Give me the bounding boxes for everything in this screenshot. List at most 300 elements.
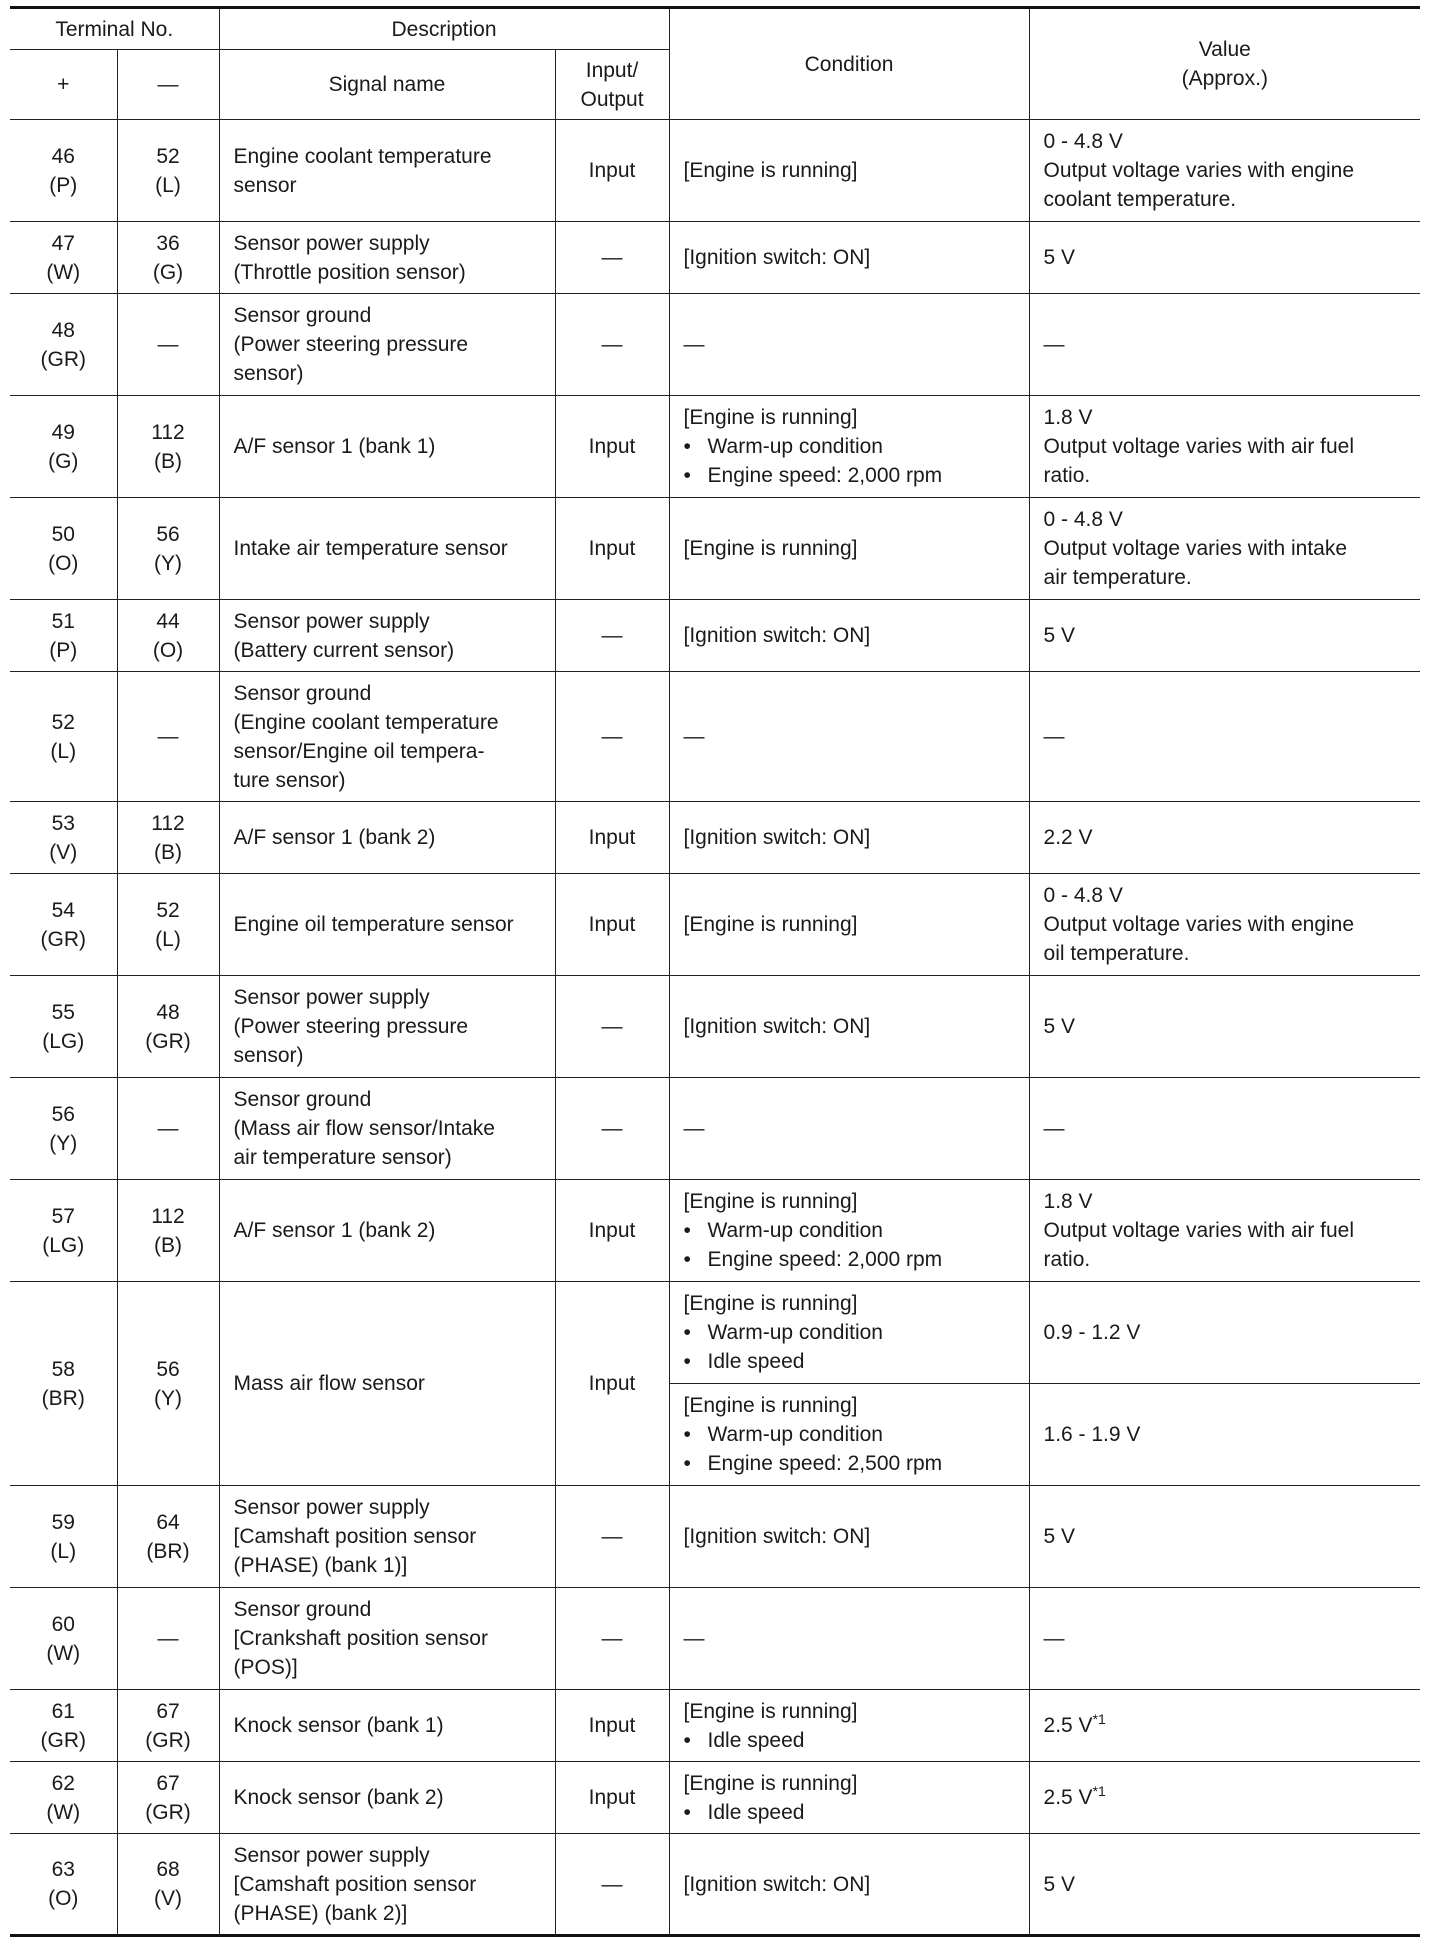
terminal-minus (117, 1762, 219, 1834)
condition-line: [Engine is running] (683, 1190, 858, 1213)
condition-cell (669, 1588, 1029, 1690)
table-row (10, 1486, 1420, 1588)
terminal-plus (10, 294, 117, 396)
header-signal-name: Signal name (219, 50, 555, 120)
terminal-plus-wire-color: (LG) (42, 1029, 85, 1053)
table-row (10, 1690, 1420, 1762)
signal-name-cell (219, 874, 555, 976)
table-row (10, 874, 1420, 976)
io-cell: — (555, 600, 669, 672)
condition-line: [Engine is running] (683, 1771, 858, 1795)
condition-cell (669, 600, 1029, 672)
value-line: 0 - 4.8 V (1043, 884, 1123, 907)
value-line: — (1043, 333, 1065, 356)
terminal-plus-number: 57 (51, 1204, 75, 1228)
value-cell (1029, 1282, 1420, 1384)
terminal-plus-number: 51 (51, 609, 75, 633)
condition-cell (669, 672, 1029, 802)
terminal-plus-number: 52 (51, 710, 75, 734)
terminal-minus-number: — (157, 725, 179, 748)
terminal-minus-number: — (157, 333, 179, 356)
terminal-minus (117, 600, 219, 672)
value-line: 1.8 V (1043, 406, 1093, 429)
terminal-minus-number: 68 (156, 1858, 180, 1881)
condition-line: [Ignition switch: ON] (683, 246, 871, 269)
signal-name-cell-line: Sensor power supply (233, 986, 430, 1009)
terminal-minus (117, 1486, 219, 1588)
terminal-plus-wire-color: (GR) (40, 347, 86, 371)
terminal-plus (10, 672, 117, 802)
terminal-minus-number: 112 (151, 1204, 185, 1228)
signal-name-cell-line: Sensor ground (233, 1088, 372, 1111)
condition-line: [Engine is running] (683, 1699, 858, 1723)
terminal-plus-wire-color: (W) (46, 1800, 81, 1824)
terminal-plus-wire-color: (G) (48, 449, 79, 473)
io-cell: Input (555, 1762, 669, 1834)
value-line: — (1043, 1117, 1065, 1140)
terminal-minus-wire-color: (B) (154, 840, 182, 864)
condition-cell (669, 498, 1029, 600)
terminal-plus-number: 53 (51, 811, 75, 835)
value-cell (1029, 600, 1420, 672)
condition-bullet: • Engine speed: 2,000 rpm (684, 461, 1015, 490)
terminal-minus (117, 396, 219, 498)
io-cell: — (555, 222, 669, 294)
terminal-minus-wire-color: (GR) (145, 1800, 191, 1824)
table-row (10, 1762, 1420, 1834)
value-cell (1029, 396, 1420, 498)
condition-cell (669, 222, 1029, 294)
condition-line: [Ignition switch: ON] (683, 1015, 871, 1038)
value-line: 2.2 V (1043, 826, 1093, 849)
value-line: 1.6 - 1.9 V (1043, 1423, 1141, 1446)
terminal-minus-wire-color: (G) (152, 260, 184, 284)
terminal-minus (117, 294, 219, 396)
io-cell: Input (555, 1690, 669, 1762)
signal-name-cell-line: Intake air temperature sensor (233, 537, 508, 560)
signal-name-cell-line: [Camshaft position sensor (233, 1872, 477, 1896)
terminal-minus (117, 1282, 219, 1486)
value-line: 0 - 4.8 V (1043, 130, 1123, 153)
condition-cell (669, 1282, 1029, 1384)
value-line: Output voltage varies with engine (1043, 913, 1355, 936)
terminal-plus-number: 62 (51, 1771, 75, 1795)
signal-name-cell (219, 600, 555, 672)
value-line: Output voltage varies with air fuel (1043, 435, 1355, 458)
terminal-minus-number: — (157, 1117, 179, 1140)
table-row (10, 396, 1420, 498)
table-row (10, 120, 1420, 222)
signal-name-cell-line: ture sensor) (233, 768, 346, 792)
terminal-minus (117, 1834, 219, 1936)
terminal-minus-number: 67 (156, 1771, 180, 1795)
value-cell (1029, 802, 1420, 874)
terminal-minus (117, 1078, 219, 1180)
terminal-plus-number: 55 (51, 1000, 75, 1024)
table-row (10, 600, 1420, 672)
terminal-minus-wire-color: (GR) (145, 1728, 191, 1752)
value-line: 5 V (1043, 246, 1076, 269)
signal-name-cell-line: (Mass air flow sensor/Intake (233, 1117, 495, 1140)
signal-name-cell-line: Sensor ground (233, 1598, 372, 1621)
condition-cell (669, 1690, 1029, 1762)
condition-cell (669, 1180, 1029, 1282)
signal-name-cell-line: (Throttle position sensor) (233, 260, 466, 284)
value-line: Output voltage varies with engine (1043, 159, 1355, 182)
table-row (10, 294, 1420, 396)
signal-name-cell-line: [Crankshaft position sensor (233, 1627, 488, 1650)
table-row (10, 222, 1420, 294)
condition-line: — (683, 333, 705, 356)
condition-line: [Engine is running] (683, 159, 858, 182)
terminal-plus-wire-color: (BR) (41, 1386, 85, 1410)
io-cell: Input (555, 802, 669, 874)
condition-line: [Engine is running] (683, 913, 858, 936)
signal-name-cell-line: A/F sensor 1 (bank 2) (233, 826, 436, 849)
signal-name-cell (219, 1180, 555, 1282)
condition-cell (669, 120, 1029, 222)
terminal-plus (10, 222, 117, 294)
terminal-minus (117, 120, 219, 222)
terminal-plus-number: 54 (51, 898, 75, 922)
ecm-terminal-table (10, 6, 1420, 1937)
value-line: 5 V (1043, 1015, 1076, 1038)
terminal-minus-number: 48 (156, 1000, 180, 1024)
value-footnote: *1 (1092, 1711, 1106, 1727)
header-row-1 (10, 8, 1420, 50)
terminal-minus-wire-color: (B) (154, 1233, 182, 1257)
value-line: 1.8 V (1043, 1190, 1093, 1213)
signal-name-cell-line: sensor) (233, 1044, 304, 1067)
value-line: 0 - 4.8 V (1043, 508, 1123, 531)
condition-line: [Ignition switch: ON] (683, 1525, 871, 1548)
terminal-plus (10, 1486, 117, 1588)
header-io-line1: Input/ (585, 58, 639, 82)
value-line: 5 V (1043, 1872, 1076, 1896)
terminal-plus (10, 1834, 117, 1936)
value-line: coolant temperature. (1043, 188, 1237, 211)
signal-name-cell-line: Engine oil temperature sensor (233, 913, 514, 936)
terminal-plus-wire-color: (P) (49, 638, 78, 662)
signal-name-cell (219, 1690, 555, 1762)
value-line: Output voltage varies with air fuel (1043, 1219, 1355, 1242)
header-description: Description (219, 8, 669, 50)
value-line: 0.9 - 1.2 V (1043, 1321, 1141, 1344)
terminal-minus-number: 67 (156, 1699, 180, 1723)
terminal-minus-wire-color: (BR) (146, 1539, 190, 1563)
value-line: 5 V (1043, 624, 1076, 647)
terminal-plus-number: 47 (51, 231, 75, 255)
terminal-plus-wire-color: (W) (46, 1641, 81, 1665)
terminal-plus-number: 50 (51, 522, 75, 546)
value-cell (1029, 1588, 1420, 1690)
table-row (10, 1180, 1420, 1282)
header-io-line2: Output (580, 87, 644, 111)
terminal-minus-wire-color: (GR) (145, 1029, 191, 1053)
condition-bullet: • Warm-up condition (684, 1318, 1015, 1347)
terminal-minus-number: 112 (151, 420, 185, 444)
value-line: 2.5 $V^{*1}$ (1043, 1711, 1106, 1737)
signal-name-cell (219, 672, 555, 802)
signal-name-cell: Mass air flow sensor (219, 1282, 555, 1486)
io-cell: — (555, 976, 669, 1078)
terminal-plus-wire-color: (Y) (49, 1131, 78, 1155)
terminal-minus-number: 56 (156, 522, 180, 546)
condition-bullet: • Idle speed (684, 1347, 1015, 1376)
terminal-plus-wire-color: (P) (49, 173, 78, 197)
terminal-minus-number: 52 (156, 898, 180, 922)
io-cell: Input (555, 874, 669, 976)
value-cell (1029, 976, 1420, 1078)
signal-name-cell-line: Sensor ground (233, 681, 372, 705)
signal-name-cell-line: sensor (233, 173, 297, 197)
terminal-plus-wire-color: (LG) (42, 1233, 85, 1257)
terminal-plus (10, 1588, 117, 1690)
signal-name-cell (219, 1486, 555, 1588)
signal-name-cell-line: [Camshaft position sensor (233, 1525, 477, 1548)
signal-name-cell-line: Engine coolant temperature (233, 144, 492, 168)
terminal-minus-wire-color: (O) (152, 638, 184, 662)
terminal-minus-number: 56 (156, 1357, 180, 1381)
signal-name-cell-line: A/F sensor 1 (bank 1) (233, 435, 436, 458)
value-cell (1029, 1762, 1420, 1834)
table-row (10, 976, 1420, 1078)
signal-name-cell (219, 1078, 555, 1180)
terminal-minus (117, 976, 219, 1078)
signal-name-cell (219, 120, 555, 222)
terminal-minus-wire-color: (V) (154, 1887, 182, 1910)
table-row (10, 1588, 1420, 1690)
terminal-plus-number: 49 (51, 420, 75, 444)
terminal-minus-number: 112 (151, 811, 185, 835)
condition-bullet: • Engine speed: 2,000 rpm (684, 1245, 1015, 1274)
io-cell: — (555, 1486, 669, 1588)
table-row (10, 498, 1420, 600)
terminal-plus-wire-color: (O) (48, 1887, 79, 1910)
condition-bullet: • Engine speed: 2,500 rpm (684, 1449, 1015, 1478)
io-cell: Input (555, 498, 669, 600)
signal-name-cell-line: (Power steering pressure (233, 333, 469, 356)
signal-name-cell-line: Sensor ground (233, 304, 372, 327)
table-body (10, 120, 1420, 1936)
table-row (10, 1282, 1420, 1384)
condition-line: [Ignition switch: ON] (683, 826, 871, 849)
terminal-minus-number: 36 (156, 231, 180, 255)
signal-name-cell-line: (POS)] (233, 1656, 298, 1679)
terminal-minus (117, 222, 219, 294)
condition-bullet: • Warm-up condition (684, 1216, 1015, 1245)
value-cell (1029, 672, 1420, 802)
signal-name-cell-line: sensor/Engine oil tempera- (233, 739, 485, 763)
signal-name-cell-line: Sensor power supply (233, 609, 430, 633)
value-cell (1029, 1690, 1420, 1762)
condition-line: [Engine is running] (683, 1292, 858, 1315)
table-row (10, 1834, 1420, 1936)
signal-name-cell-line: (Battery current sensor) (233, 638, 455, 662)
terminal-plus (10, 1282, 117, 1486)
header-input-output (555, 50, 669, 120)
terminal-plus (10, 1078, 117, 1180)
terminal-plus-number: 61 (51, 1699, 75, 1723)
terminal-plus-wire-color: (L) (50, 739, 77, 763)
condition-cell (669, 874, 1029, 976)
signal-name-cell-line: air temperature sensor) (233, 1146, 452, 1169)
condition-cell (669, 1762, 1029, 1834)
header-value-label: Value (1198, 38, 1251, 61)
terminal-minus (117, 1690, 219, 1762)
terminal-plus (10, 802, 117, 874)
terminal-plus (10, 120, 117, 222)
terminal-plus-number: 60 (51, 1612, 75, 1636)
terminal-plus-number: 56 (51, 1102, 75, 1126)
signal-name-cell-line: (PHASE) (bank 1)] (233, 1554, 408, 1577)
terminal-plus-wire-color: (V) (49, 840, 78, 864)
condition-bullet: • Idle speed (684, 1798, 1015, 1827)
signal-name-cell-line: Knock sensor (bank 1) (233, 1714, 444, 1737)
value-line: air temperature. (1043, 566, 1192, 589)
terminal-plus-number: 58 (51, 1357, 75, 1381)
table-row (10, 802, 1420, 874)
terminal-minus (117, 874, 219, 976)
condition-cell (669, 1078, 1029, 1180)
terminal-plus (10, 498, 117, 600)
header-terminal-no: Terminal No. (10, 8, 219, 50)
terminal-plus-wire-color: (GR) (40, 927, 86, 951)
condition-cell (669, 396, 1029, 498)
signal-name-cell-line: (Power steering pressure (233, 1015, 469, 1038)
io-cell: — (555, 1588, 669, 1690)
terminal-plus-number: 63 (51, 1858, 75, 1881)
signal-name-cell (219, 1762, 555, 1834)
condition-cell (669, 294, 1029, 396)
value-cell (1029, 1834, 1420, 1936)
value-line: Output voltage varies with intake (1043, 537, 1348, 560)
signal-name-cell (219, 222, 555, 294)
terminal-plus-wire-color: (W) (46, 260, 81, 284)
terminal-minus-wire-color: (L) (155, 173, 181, 197)
header-value (1029, 8, 1420, 120)
value-line: ratio. (1043, 464, 1091, 487)
condition-line: [Engine is running] (683, 1394, 858, 1417)
signal-name-cell (219, 802, 555, 874)
condition-line: — (683, 1117, 705, 1140)
terminal-minus (117, 802, 219, 874)
condition-cell (669, 802, 1029, 874)
condition-line: [Engine is running] (683, 406, 858, 429)
header-minus: — (117, 50, 219, 120)
table-row (10, 1078, 1420, 1180)
header-plus: + (10, 50, 117, 120)
condition-line: — (683, 1627, 705, 1650)
value-line: — (1043, 1627, 1065, 1650)
value-footnote: *1 (1092, 1783, 1106, 1799)
io-cell: Input (555, 1180, 669, 1282)
condition-line: [Ignition switch: ON] (683, 1872, 871, 1896)
terminal-plus (10, 1690, 117, 1762)
terminal-plus (10, 600, 117, 672)
signal-name-cell (219, 976, 555, 1078)
value-cell (1029, 222, 1420, 294)
terminal-minus-wire-color: (Y) (154, 551, 182, 575)
terminal-minus (117, 1180, 219, 1282)
terminal-plus (10, 396, 117, 498)
value-cell (1029, 1486, 1420, 1588)
terminal-minus-number: 64 (156, 1510, 180, 1534)
terminal-minus (117, 1588, 219, 1690)
io-cell: Input (555, 1282, 669, 1486)
signal-name-cell-line: Sensor power supply (233, 231, 430, 255)
signal-name-cell (219, 1834, 555, 1936)
terminal-plus-number: 59 (51, 1510, 75, 1534)
terminal-plus-wire-color: (L) (50, 1539, 77, 1563)
value-cell (1029, 1384, 1420, 1486)
value-cell (1029, 294, 1420, 396)
terminal-spec-page (10, 6, 1420, 1937)
signal-name-cell-line: A/F sensor 1 (bank 2) (233, 1219, 436, 1242)
value-line: — (1043, 725, 1065, 748)
value-cell (1029, 874, 1420, 976)
terminal-plus-wire-color: (O) (48, 551, 79, 575)
terminal-plus-number: 46 (51, 144, 75, 168)
value-line: oil temperature. (1043, 942, 1190, 965)
value-line: 2.5 $V^{*1}$ (1043, 1783, 1106, 1809)
condition-cell (669, 1834, 1029, 1936)
value-cell (1029, 1180, 1420, 1282)
io-cell: — (555, 294, 669, 396)
terminal-plus (10, 874, 117, 976)
condition-line: [Engine is running] (683, 537, 858, 560)
value-cell (1029, 1078, 1420, 1180)
terminal-minus-number: 44 (156, 609, 180, 633)
value-cell (1029, 120, 1420, 222)
signal-name-cell-line: (Engine coolant temperature (233, 710, 499, 734)
condition-bullet: • Idle speed (684, 1726, 1015, 1755)
terminal-minus-wire-color: (Y) (154, 1386, 182, 1410)
signal-name-cell-line: Sensor power supply (233, 1843, 430, 1867)
condition-line: [Ignition switch: ON] (683, 624, 871, 647)
signal-name-cell (219, 498, 555, 600)
signal-name-cell-line: sensor) (233, 362, 304, 385)
signal-name-cell (219, 294, 555, 396)
terminal-minus-number: — (157, 1627, 179, 1650)
condition-bullet: • Warm-up condition (684, 432, 1015, 461)
terminal-plus (10, 976, 117, 1078)
terminal-minus-number: 52 (156, 144, 180, 168)
terminal-minus (117, 672, 219, 802)
io-cell: Input (555, 396, 669, 498)
signal-name-cell (219, 1588, 555, 1690)
signal-name-cell (219, 396, 555, 498)
io-cell: Input (555, 120, 669, 222)
terminal-minus-wire-color: (L) (155, 927, 181, 951)
header-condition: Condition (669, 8, 1029, 120)
terminal-plus-wire-color: (GR) (40, 1728, 86, 1752)
terminal-minus-wire-color: (B) (154, 449, 182, 473)
io-cell: — (555, 1078, 669, 1180)
terminal-plus (10, 1762, 117, 1834)
signal-name-cell-line: Sensor power supply (233, 1496, 430, 1519)
terminal-plus-number: 48 (51, 318, 75, 342)
terminal-plus (10, 1180, 117, 1282)
value-cell (1029, 498, 1420, 600)
table-row (10, 672, 1420, 802)
signal-name-cell-line: (PHASE) (bank 2)] (233, 1901, 408, 1925)
header-value-approx: (Approx.) (1181, 67, 1268, 90)
condition-line: — (683, 725, 705, 748)
value-line: 5 V (1043, 1525, 1076, 1548)
condition-bullet: • Warm-up condition (684, 1420, 1015, 1449)
condition-cell (669, 1384, 1029, 1486)
